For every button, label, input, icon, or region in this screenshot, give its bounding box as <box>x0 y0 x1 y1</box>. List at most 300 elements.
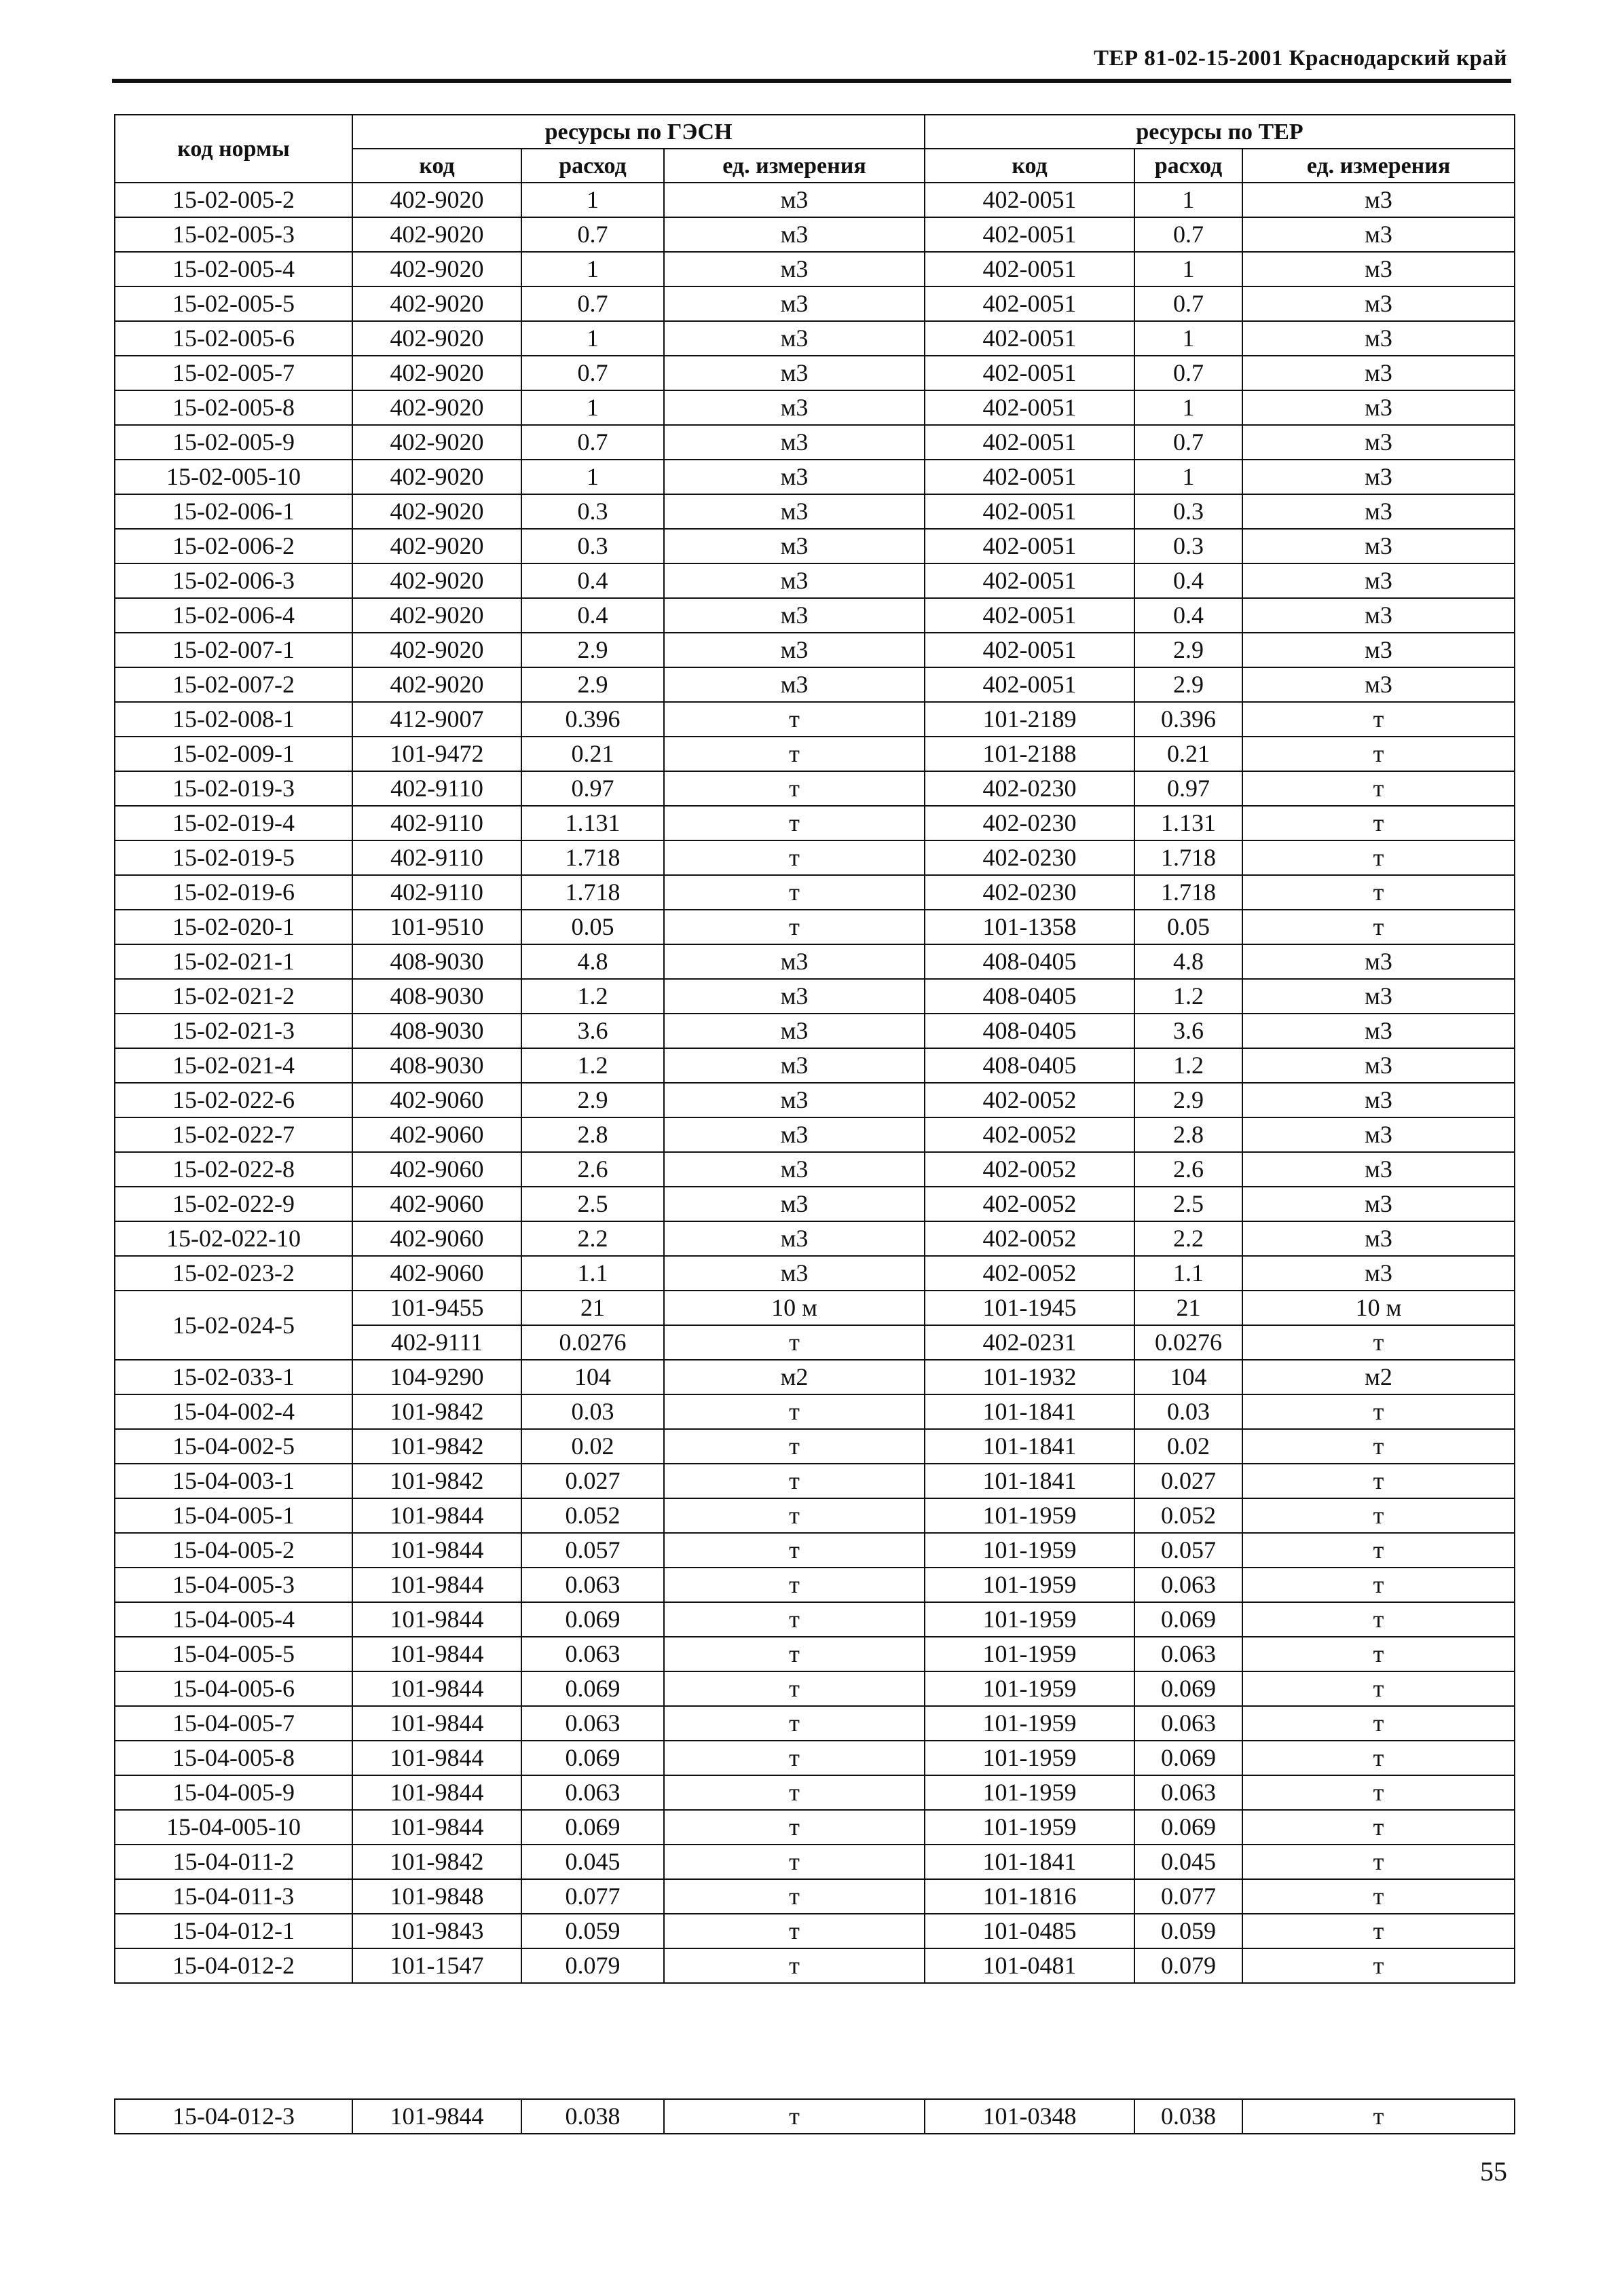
cell-norm-code: 15-02-022-10 <box>115 1221 352 1256</box>
cell-ter-code: 101-1959 <box>925 1602 1134 1637</box>
cell-ter-code: 402-0051 <box>925 286 1134 321</box>
cell-ter-unit: т <box>1242 1637 1515 1671</box>
cell-norm-code: 15-04-005-8 <box>115 1741 352 1775</box>
cell-gesn-code: 408-9030 <box>352 944 521 979</box>
cell-gesn-unit: м3 <box>664 563 925 598</box>
cell-gesn-code: 402-9020 <box>352 563 521 598</box>
cell-gesn-consumption: 2.9 <box>521 633 664 667</box>
cell-ter-code: 101-2188 <box>925 737 1134 771</box>
cell-ter-consumption: 0.052 <box>1134 1498 1242 1533</box>
cell-ter-unit: м3 <box>1242 1187 1515 1221</box>
cell-ter-code: 402-0051 <box>925 425 1134 460</box>
cell-gesn-code: 101-9842 <box>352 1394 521 1429</box>
cell-norm-code: 15-04-012-3 <box>115 2099 352 2134</box>
cell-gesn-code: 402-9110 <box>352 806 521 840</box>
cell-gesn-unit: м3 <box>664 529 925 563</box>
cell-gesn-unit: м3 <box>664 667 925 702</box>
cell-ter-unit: м3 <box>1242 563 1515 598</box>
cell-ter-consumption: 0.057 <box>1134 1533 1242 1568</box>
cell-ter-consumption: 0.3 <box>1134 494 1242 529</box>
cell-gesn-consumption: 4.8 <box>521 944 664 979</box>
cell-ter-consumption: 0.063 <box>1134 1568 1242 1602</box>
cell-ter-code: 402-0230 <box>925 806 1134 840</box>
cell-norm-code: 15-02-021-2 <box>115 979 352 1014</box>
cell-norm-code: 15-02-006-1 <box>115 494 352 529</box>
cell-ter-unit: т <box>1242 1671 1515 1706</box>
cell-ter-code: 402-0052 <box>925 1117 1134 1152</box>
cell-gesn-code: 402-9060 <box>352 1083 521 1117</box>
cell-ter-consumption: 0.059 <box>1134 1914 1242 1948</box>
cell-gesn-consumption: 0.077 <box>521 1879 664 1914</box>
cell-gesn-consumption: 0.027 <box>521 1464 664 1498</box>
cell-norm-code: 15-04-005-1 <box>115 1498 352 1533</box>
cell-gesn-unit: т <box>664 1394 925 1429</box>
header-norm-code: код нормы <box>115 115 352 183</box>
cell-gesn-consumption: 3.6 <box>521 1014 664 1048</box>
cell-gesn-consumption: 1 <box>521 460 664 494</box>
cell-ter-unit: т <box>1242 737 1515 771</box>
cell-gesn-consumption: 0.21 <box>521 737 664 771</box>
cell-norm-code: 15-02-022-8 <box>115 1152 352 1187</box>
cell-gesn-consumption: 104 <box>521 1360 664 1394</box>
cell-ter-consumption: 0.027 <box>1134 1464 1242 1498</box>
cell-gesn-code: 402-9020 <box>352 667 521 702</box>
cell-gesn-consumption: 1.1 <box>521 1256 664 1291</box>
cell-ter-code: 101-1841 <box>925 1845 1134 1879</box>
cell-gesn-consumption: 0.3 <box>521 529 664 563</box>
cell-ter-code: 408-0405 <box>925 979 1134 1014</box>
cell-gesn-code: 101-9843 <box>352 1914 521 1948</box>
header-gesn-code: код <box>352 149 521 183</box>
cell-ter-code: 408-0405 <box>925 1014 1134 1048</box>
cell-ter-code: 402-0052 <box>925 1152 1134 1187</box>
cell-ter-consumption: 0.038 <box>1134 2099 1242 2134</box>
cell-ter-code: 101-1945 <box>925 1291 1134 1325</box>
cell-gesn-unit: м3 <box>664 1083 925 1117</box>
table-row <box>115 1568 1515 1602</box>
cell-gesn-code: 101-9842 <box>352 1845 521 1879</box>
cell-gesn-consumption: 1.131 <box>521 806 664 840</box>
cell-ter-code: 402-0051 <box>925 356 1134 390</box>
cell-norm-code: 15-04-005-10 <box>115 1810 352 1845</box>
cell-ter-unit: м3 <box>1242 1256 1515 1291</box>
cell-ter-consumption: 0.7 <box>1134 356 1242 390</box>
cell-gesn-consumption: 0.396 <box>521 702 664 737</box>
table-row <box>115 1429 1515 1464</box>
cell-norm-code: 15-02-019-4 <box>115 806 352 840</box>
cell-gesn-code: 101-9844 <box>352 1498 521 1533</box>
cell-gesn-unit: т <box>664 1498 925 1533</box>
cell-gesn-unit: м3 <box>664 321 925 356</box>
cell-gesn-code: 402-9060 <box>352 1256 521 1291</box>
cell-gesn-consumption: 0.0276 <box>521 1325 664 1360</box>
cell-ter-unit: м3 <box>1242 460 1515 494</box>
table-header <box>115 115 1515 183</box>
page-header-title: ТЕР 81-02-15-2001 Краснодарский край <box>1093 46 1507 71</box>
cell-ter-unit: т <box>1242 1394 1515 1429</box>
cell-ter-consumption: 1.2 <box>1134 1048 1242 1083</box>
cell-gesn-code: 408-9030 <box>352 1048 521 1083</box>
cell-ter-code: 402-0051 <box>925 321 1134 356</box>
cell-ter-unit: м3 <box>1242 1014 1515 1048</box>
cell-gesn-unit: 10 м <box>664 1291 925 1325</box>
cell-ter-consumption: 0.4 <box>1134 563 1242 598</box>
cell-ter-consumption: 0.7 <box>1134 286 1242 321</box>
cell-gesn-code: 402-9020 <box>352 425 521 460</box>
cell-gesn-unit: м3 <box>664 633 925 667</box>
cell-ter-unit: м3 <box>1242 183 1515 217</box>
cell-norm-code: 15-04-005-9 <box>115 1775 352 1810</box>
cell-gesn-unit: т <box>664 910 925 944</box>
cell-ter-unit: т <box>1242 1706 1515 1741</box>
cell-ter-unit: т <box>1242 702 1515 737</box>
cell-norm-code: 15-04-003-1 <box>115 1464 352 1498</box>
cell-gesn-consumption: 0.7 <box>521 356 664 390</box>
cell-ter-consumption: 0.063 <box>1134 1775 1242 1810</box>
table-row <box>115 563 1515 598</box>
cell-gesn-unit: т <box>664 1845 925 1879</box>
cell-gesn-consumption: 2.9 <box>521 667 664 702</box>
cell-gesn-code: 101-9844 <box>352 1533 521 1568</box>
cell-gesn-consumption: 2.6 <box>521 1152 664 1187</box>
cell-gesn-unit: т <box>664 1741 925 1775</box>
cell-ter-unit: 10 м <box>1242 1291 1515 1325</box>
cell-ter-unit: т <box>1242 771 1515 806</box>
cell-ter-unit: т <box>1242 1429 1515 1464</box>
cell-ter-consumption: 0.7 <box>1134 217 1242 252</box>
cell-norm-code: 15-02-022-7 <box>115 1117 352 1152</box>
cell-ter-code: 402-0051 <box>925 633 1134 667</box>
cell-ter-consumption: 2.6 <box>1134 1152 1242 1187</box>
cell-ter-code: 101-1959 <box>925 1671 1134 1706</box>
cell-gesn-code: 402-9020 <box>352 390 521 425</box>
cell-gesn-code: 101-9848 <box>352 1879 521 1914</box>
cell-norm-code: 15-04-002-5 <box>115 1429 352 1464</box>
cell-ter-code: 402-0052 <box>925 1187 1134 1221</box>
cell-gesn-consumption: 0.069 <box>521 1741 664 1775</box>
cell-ter-consumption: 0.7 <box>1134 425 1242 460</box>
cell-gesn-consumption: 1 <box>521 390 664 425</box>
cell-ter-code: 101-1841 <box>925 1394 1134 1429</box>
cell-ter-unit: м3 <box>1242 217 1515 252</box>
cell-norm-code: 15-02-022-6 <box>115 1083 352 1117</box>
cell-gesn-unit: м3 <box>664 1117 925 1152</box>
cell-norm-code: 15-04-005-5 <box>115 1637 352 1671</box>
cell-ter-consumption: 0.079 <box>1134 1948 1242 1983</box>
cell-gesn-code: 402-9020 <box>352 252 521 286</box>
cell-gesn-unit: м3 <box>664 494 925 529</box>
cell-norm-code: 15-04-012-1 <box>115 1914 352 1948</box>
cell-gesn-consumption: 2.2 <box>521 1221 664 1256</box>
cell-gesn-unit: т <box>664 1706 925 1741</box>
cell-gesn-unit: м3 <box>664 460 925 494</box>
table-row <box>115 321 1515 356</box>
cell-ter-consumption: 0.03 <box>1134 1394 1242 1429</box>
cell-norm-code: 15-02-006-3 <box>115 563 352 598</box>
cell-gesn-code: 402-9020 <box>352 633 521 667</box>
cell-ter-unit: т <box>1242 1498 1515 1533</box>
cell-gesn-code: 104-9290 <box>352 1360 521 1394</box>
cell-gesn-code: 101-9844 <box>352 1810 521 1845</box>
cell-gesn-unit: т <box>664 806 925 840</box>
cell-gesn-consumption: 0.079 <box>521 1948 664 1983</box>
cell-gesn-code: 101-9844 <box>352 1775 521 1810</box>
cell-ter-consumption: 0.4 <box>1134 598 1242 633</box>
table-row <box>115 979 1515 1014</box>
table-row <box>115 737 1515 771</box>
cell-gesn-code: 402-9060 <box>352 1221 521 1256</box>
cell-gesn-unit: т <box>664 1637 925 1671</box>
table-row <box>115 1360 1515 1394</box>
cell-ter-code: 402-0230 <box>925 771 1134 806</box>
cell-ter-code: 101-1959 <box>925 1533 1134 1568</box>
cell-norm-code: 15-02-005-7 <box>115 356 352 390</box>
cell-ter-unit: т <box>1242 1568 1515 1602</box>
cell-ter-consumption: 1 <box>1134 390 1242 425</box>
cell-gesn-consumption: 0.3 <box>521 494 664 529</box>
cell-ter-unit: т <box>1242 1533 1515 1568</box>
cell-norm-code: 15-02-006-4 <box>115 598 352 633</box>
header-gesn-unit: ед. измерения <box>664 149 925 183</box>
cell-norm-code: 15-04-002-4 <box>115 1394 352 1429</box>
cell-ter-unit: т <box>1242 1948 1515 1983</box>
table-row <box>115 1083 1515 1117</box>
table-row <box>115 1602 1515 1637</box>
cell-gesn-code: 101-9844 <box>352 1568 521 1602</box>
cell-ter-consumption: 0.21 <box>1134 737 1242 771</box>
cell-gesn-code: 101-9472 <box>352 737 521 771</box>
cell-ter-unit: м3 <box>1242 425 1515 460</box>
cell-gesn-unit: т <box>664 1568 925 1602</box>
cell-norm-code: 15-02-008-1 <box>115 702 352 737</box>
cell-gesn-code: 101-9842 <box>352 1429 521 1464</box>
cell-ter-code: 402-0051 <box>925 667 1134 702</box>
cell-gesn-unit: т <box>664 1464 925 1498</box>
resources-table <box>114 114 1515 1984</box>
table-row <box>115 1291 1515 1325</box>
cell-norm-code: 15-02-005-2 <box>115 183 352 217</box>
cell-gesn-unit: м3 <box>664 1187 925 1221</box>
cell-gesn-code: 402-9020 <box>352 356 521 390</box>
cell-ter-unit: м3 <box>1242 667 1515 702</box>
cell-ter-unit: т <box>1242 840 1515 875</box>
cell-gesn-consumption: 0.7 <box>521 286 664 321</box>
cell-ter-consumption: 2.9 <box>1134 667 1242 702</box>
cell-ter-consumption: 0.05 <box>1134 910 1242 944</box>
cell-norm-code: 15-04-005-2 <box>115 1533 352 1568</box>
cell-gesn-code: 101-9844 <box>352 1671 521 1706</box>
cell-ter-unit: м3 <box>1242 1083 1515 1117</box>
cell-gesn-code: 101-9844 <box>352 1741 521 1775</box>
table-row <box>115 1117 1515 1152</box>
cell-gesn-unit: т <box>664 1325 925 1360</box>
cell-ter-code: 101-0485 <box>925 1914 1134 1948</box>
cell-ter-code: 402-0230 <box>925 875 1134 910</box>
cell-gesn-unit: т <box>664 2099 925 2134</box>
cell-ter-consumption: 1 <box>1134 321 1242 356</box>
table-row <box>115 806 1515 840</box>
cell-ter-unit: м2 <box>1242 1360 1515 1394</box>
cell-ter-code: 101-1959 <box>925 1706 1134 1741</box>
cell-ter-code: 402-0051 <box>925 390 1134 425</box>
cell-ter-consumption: 1 <box>1134 183 1242 217</box>
table-row <box>115 460 1515 494</box>
cell-ter-code: 101-1959 <box>925 1498 1134 1533</box>
cell-ter-code: 101-1932 <box>925 1360 1134 1394</box>
cell-ter-unit: т <box>1242 1810 1515 1845</box>
table-row <box>115 1671 1515 1706</box>
header-ter-consumption: расход <box>1134 149 1242 183</box>
cell-ter-unit: м3 <box>1242 286 1515 321</box>
cell-ter-unit: м3 <box>1242 598 1515 633</box>
cell-gesn-consumption: 0.03 <box>521 1394 664 1429</box>
cell-gesn-code: 101-9842 <box>352 1464 521 1498</box>
table-row <box>115 1014 1515 1048</box>
table-row <box>115 1048 1515 1083</box>
cell-norm-code: 15-02-021-4 <box>115 1048 352 1083</box>
cell-norm-code: 15-02-009-1 <box>115 737 352 771</box>
cell-norm-code: 15-04-005-3 <box>115 1568 352 1602</box>
cell-ter-consumption: 1.718 <box>1134 875 1242 910</box>
cell-gesn-consumption: 1.2 <box>521 1048 664 1083</box>
cell-ter-code: 101-2189 <box>925 702 1134 737</box>
header-group-ter: ресурсы по ТЕР <box>925 115 1515 149</box>
cell-gesn-code: 101-9455 <box>352 1291 521 1325</box>
cell-gesn-unit: м3 <box>664 944 925 979</box>
cell-ter-code: 402-0051 <box>925 217 1134 252</box>
cell-norm-code: 15-02-005-8 <box>115 390 352 425</box>
cell-norm-code: 15-04-011-2 <box>115 1845 352 1879</box>
table-row <box>115 598 1515 633</box>
cell-gesn-code: 402-9111 <box>352 1325 521 1360</box>
table-row <box>115 1879 1515 1914</box>
table-row <box>115 390 1515 425</box>
table-row <box>115 1914 1515 1948</box>
cell-gesn-consumption: 0.052 <box>521 1498 664 1533</box>
cell-gesn-unit: м3 <box>664 1152 925 1187</box>
cell-norm-code: 15-02-024-5 <box>115 1291 352 1360</box>
cell-ter-code: 101-1816 <box>925 1879 1134 1914</box>
cell-norm-code: 15-02-023-2 <box>115 1256 352 1291</box>
cell-gesn-unit: м3 <box>664 425 925 460</box>
cell-gesn-unit: т <box>664 771 925 806</box>
cell-ter-unit: т <box>1242 1602 1515 1637</box>
cell-gesn-unit: м3 <box>664 1048 925 1083</box>
cell-ter-unit: т <box>1242 1775 1515 1810</box>
cell-gesn-unit: т <box>664 1879 925 1914</box>
table-row <box>115 183 1515 217</box>
cell-gesn-consumption: 0.05 <box>521 910 664 944</box>
cell-norm-code: 15-02-005-6 <box>115 321 352 356</box>
cell-norm-code: 15-02-005-5 <box>115 286 352 321</box>
cell-gesn-consumption: 21 <box>521 1291 664 1325</box>
cell-gesn-consumption: 0.045 <box>521 1845 664 1879</box>
cell-gesn-code: 402-9020 <box>352 529 521 563</box>
header-rule <box>112 79 1511 83</box>
cell-ter-consumption: 1 <box>1134 252 1242 286</box>
cell-ter-unit: т <box>1242 1914 1515 1948</box>
cell-gesn-code: 412-9007 <box>352 702 521 737</box>
cell-gesn-code: 402-9110 <box>352 771 521 806</box>
cell-ter-consumption: 0.069 <box>1134 1671 1242 1706</box>
cell-ter-code: 402-0052 <box>925 1083 1134 1117</box>
cell-ter-unit: т <box>1242 2099 1515 2134</box>
table-row <box>115 771 1515 806</box>
cell-gesn-unit: м3 <box>664 598 925 633</box>
cell-ter-consumption: 21 <box>1134 1291 1242 1325</box>
table-row <box>115 1948 1515 1983</box>
cell-gesn-code: 101-1547 <box>352 1948 521 1983</box>
cell-gesn-unit: т <box>664 1948 925 1983</box>
cell-gesn-code: 402-9020 <box>352 598 521 633</box>
cell-ter-unit: т <box>1242 1464 1515 1498</box>
cell-gesn-consumption: 0.063 <box>521 1706 664 1741</box>
cell-ter-consumption: 1.2 <box>1134 979 1242 1014</box>
table-row <box>115 840 1515 875</box>
table-row <box>115 2099 1515 2134</box>
cell-ter-consumption: 0.0276 <box>1134 1325 1242 1360</box>
cell-ter-consumption: 0.063 <box>1134 1637 1242 1671</box>
cell-gesn-consumption: 2.9 <box>521 1083 664 1117</box>
table-row <box>115 1256 1515 1291</box>
cell-gesn-consumption: 0.069 <box>521 1671 664 1706</box>
cell-gesn-consumption: 0.02 <box>521 1429 664 1464</box>
header-ter-unit: ед. измерения <box>1242 149 1515 183</box>
cell-gesn-consumption: 1.718 <box>521 875 664 910</box>
cell-gesn-code: 402-9020 <box>352 183 521 217</box>
table-row <box>115 1810 1515 1845</box>
cell-ter-unit: т <box>1242 1325 1515 1360</box>
cell-ter-code: 402-0051 <box>925 252 1134 286</box>
table-row <box>115 1221 1515 1256</box>
cell-gesn-consumption: 0.97 <box>521 771 664 806</box>
cell-ter-code: 402-0051 <box>925 183 1134 217</box>
cell-gesn-code: 402-9020 <box>352 460 521 494</box>
cell-gesn-code: 408-9030 <box>352 979 521 1014</box>
cell-ter-unit: м3 <box>1242 1048 1515 1083</box>
cell-gesn-code: 402-9060 <box>352 1187 521 1221</box>
cell-ter-code: 408-0405 <box>925 1048 1134 1083</box>
cell-norm-code: 15-02-033-1 <box>115 1360 352 1394</box>
cell-gesn-consumption: 0.7 <box>521 425 664 460</box>
cell-gesn-unit: т <box>664 1671 925 1706</box>
cell-gesn-consumption: 0.4 <box>521 598 664 633</box>
table-row <box>115 702 1515 737</box>
cell-gesn-consumption: 0.4 <box>521 563 664 598</box>
cell-ter-consumption: 2.9 <box>1134 1083 1242 1117</box>
cell-gesn-unit: т <box>664 1914 925 1948</box>
cell-ter-code: 101-1959 <box>925 1568 1134 1602</box>
cell-gesn-code: 402-9110 <box>352 875 521 910</box>
cell-norm-code: 15-02-021-1 <box>115 944 352 979</box>
table-row <box>115 1706 1515 1741</box>
cell-gesn-consumption: 1 <box>521 183 664 217</box>
cell-gesn-consumption: 0.038 <box>521 2099 664 2134</box>
cell-ter-unit: м3 <box>1242 1117 1515 1152</box>
cell-norm-code: 15-04-005-7 <box>115 1706 352 1741</box>
cell-norm-code: 15-02-005-3 <box>115 217 352 252</box>
cell-ter-consumption: 2.2 <box>1134 1221 1242 1256</box>
cell-gesn-unit: т <box>664 1533 925 1568</box>
cell-gesn-consumption: 0.063 <box>521 1637 664 1671</box>
cell-gesn-consumption: 1 <box>521 252 664 286</box>
cell-gesn-unit: м3 <box>664 390 925 425</box>
cell-ter-unit: м3 <box>1242 1221 1515 1256</box>
cell-ter-consumption: 0.97 <box>1134 771 1242 806</box>
table-row <box>115 1637 1515 1671</box>
cell-ter-code: 101-1959 <box>925 1810 1134 1845</box>
cell-ter-code: 101-1959 <box>925 1637 1134 1671</box>
